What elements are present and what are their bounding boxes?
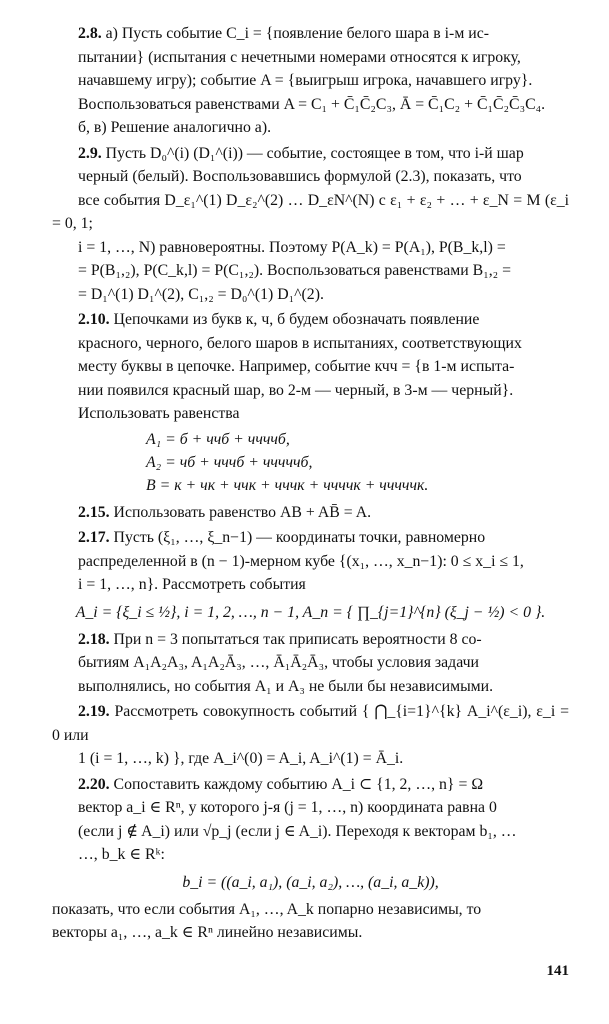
equation-block — [52, 428, 569, 497]
text-line: Пусть D₀^(i) (D₁^(i)) — событие, состоящее в том, что i-й шар — [105, 144, 524, 162]
text-line: месту буквы в цепочке. Например, событие кчч = {в 1-м испыта- — [78, 358, 515, 375]
text-line: б, в) Решение аналогично а). — [78, 119, 272, 136]
text-line: все события D_ε₁^(1) D_ε₂^(2) … D_εN^(N) с ε₁ + ε₂ + … + ε_N = M (ε_i = 0, 1; — [52, 191, 569, 232]
text-line: (если j ∉ A_i) или √p_j (если j ∈ A_i). Переходя к векторам b₁, … — [78, 822, 517, 840]
text-line: 1 (i = 1, …, k) }, где A_i^(0) = A_i, A_i^(1) = Ā_i. — [78, 750, 404, 767]
text-line: пытании} (испытания с нечетными номерами относятся к игроку, — [78, 48, 521, 66]
text-line: черный (белый). Воспользовавшись формулой (2.3), показать, что — [78, 168, 522, 185]
equation: b_i = ((a_i, a₁), (a_i, a₂), …, (a_i, a_k)), — [182, 873, 439, 891]
paragraph-number: 2.20. — [78, 775, 110, 793]
text-line: Сопоставить каждому событию A_i ⊂ {1, 2, …, n} = Ω — [113, 775, 484, 793]
text-line: При n = 3 попытаться так приписать вероятности 8 со- — [113, 630, 482, 648]
text-line: показать, что если события A₁, …, A_k попарно независимы, то — [52, 900, 482, 918]
paragraph-2-15 — [52, 501, 569, 525]
paragraph-2-17 — [52, 526, 569, 597]
text-line: Пусть (ξ₁, …, ξ_n−1) — координаты точки, равномерно — [113, 529, 486, 546]
text-line: = P(B₁,₂), P(C_k,l) = P(C₁,₂). Воспользоваться равенствами B₁,₂ = — [78, 262, 512, 279]
text-line: бытиям A₁A₂A₃, A₁A₂Ā₃, …, Ā₁Ā₂Ā₃, чтобы условия задачи — [78, 654, 479, 671]
text-line: распределенной в (n − 1)-мерном кубе {(x₁, …, x_n−1): 0 ≤ x_i ≤ 1, — [78, 552, 524, 570]
text-line: …, b_k ∈ Rᵏ: — [78, 846, 165, 863]
text-line: а) Пусть событие C_i = {появление белого шара в i-м ис- — [105, 25, 489, 42]
text-line: векторы a₁, …, a_k ∈ Rⁿ линейно независимы. — [52, 924, 363, 941]
page-number: 141 — [546, 963, 569, 979]
equation-block — [52, 601, 569, 624]
text-line: Цепочками из букв к, ч, б будем обозначать появление — [113, 311, 480, 328]
paragraph-number: 2.17. — [78, 529, 110, 546]
paragraph-number: 2.8. — [78, 25, 102, 42]
equation: A₂ = чб + чччб + чччччб, — [146, 453, 313, 471]
paragraph-2-19 — [52, 700, 569, 771]
paragraph-number: 2.9. — [78, 144, 102, 162]
text-line: = D₁^(1) D₁^(2), C₁,₂ = D₀^(1) D₁^(2). — [78, 285, 324, 303]
text-line: Использовать равенства — [78, 405, 240, 422]
paragraph-number: 2.19. — [78, 703, 110, 720]
paragraph-2-20 — [52, 773, 569, 867]
paragraph-2-10 — [52, 308, 569, 426]
paragraph-2-9 — [52, 142, 569, 307]
text-line: выполнялись, но события A₁ и A₃ не были бы независимыми. — [78, 677, 494, 695]
text-line: Воспользоваться равенствами A = C₁ + C̄₁C̄₂C₃, Ā = C̄₁C₂ + C̄₁C̄₂C̄₃C₄. — [78, 95, 546, 113]
paragraph-number: 2.18. — [78, 630, 110, 648]
text-line: начавшему игру); событие A = {выигрыш игрока, начавшего игру}. — [78, 72, 533, 89]
text-line: Рассмотреть совокупность событий { ⋂_{i=1}^{k} A_i^(ε_i), ε_i = 0 или — [52, 703, 569, 744]
equation-block — [52, 871, 569, 894]
text-line: вектор a_i ∈ Rⁿ, у которого j-я (j = 1, …, n) координата равна 0 — [78, 799, 497, 816]
equation: A_i = {ξ_i ≤ ½}, i = 1, 2, …, n − 1, A_n = { ∏_{j=1}^{n} (ξ_j − ½) < 0 }. — [75, 603, 546, 621]
text-line: нии появился красный шар, во 2-м — черный, в 3-м — черный}. — [78, 381, 514, 399]
text-line: красного, черного, белого шаров в испытаниях, соответствующих — [78, 334, 522, 352]
text-line: i = 1, …, n}. Рассмотреть события — [78, 576, 306, 593]
equation: A₁ = б + ччб + ччччб, — [146, 430, 290, 448]
paragraph-number: 2.15. — [78, 503, 110, 521]
paragraph-2-18 — [52, 628, 569, 699]
paragraph-number: 2.10. — [78, 311, 110, 328]
text-line: i = 1, …, N) равновероятны. Поэтому P(A_k) = P(A₁), P(B_k,l) = — [78, 238, 506, 256]
equation: B = к + чк + ччк + чччк + ччччк + чччччк. — [146, 476, 429, 494]
paragraph-2-8 — [52, 22, 569, 140]
text-line: Использовать равенство AB + AB̄ = A. — [113, 503, 372, 521]
paragraph-2-20-continuation — [52, 898, 569, 945]
